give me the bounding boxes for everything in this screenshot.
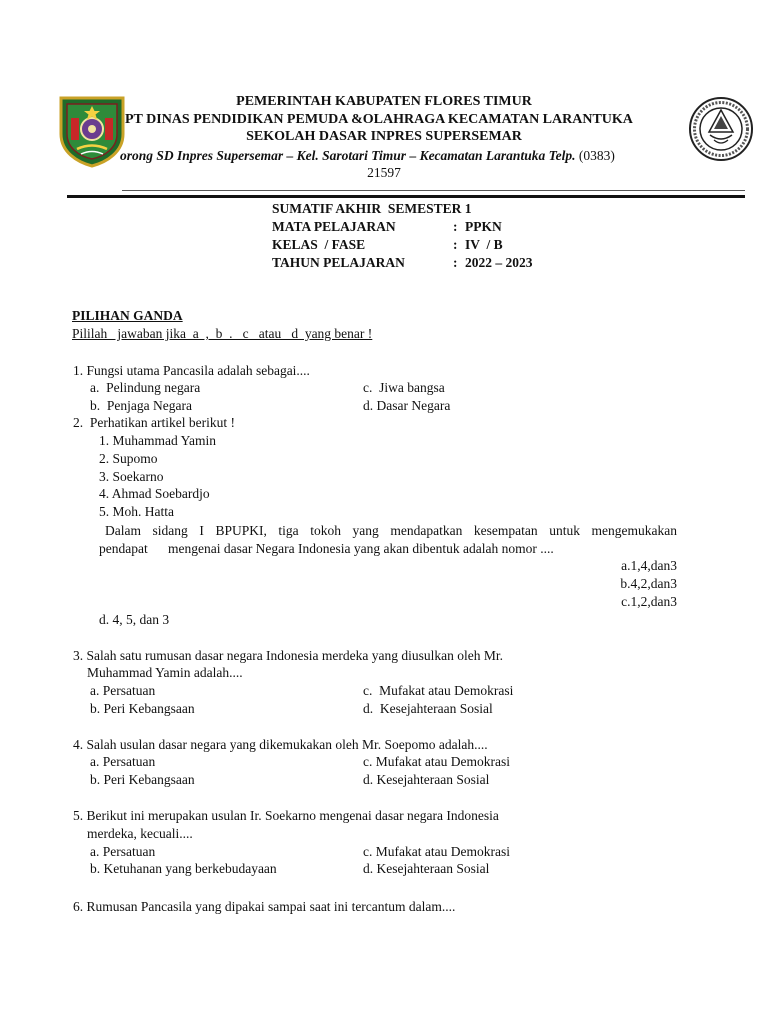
exam-subject-label: MATA PELAJARAN bbox=[272, 219, 396, 234]
section-title: PILIHAN GANDA bbox=[72, 308, 183, 323]
question-5-option-c: c. Mufakat atau Demokrasi bbox=[363, 844, 510, 859]
question-2-prompt-line-1: Dalam sidang I BPUPKI, tiga tokoh yang mendapatkan kesempatan untuk mengemukakan bbox=[105, 523, 677, 538]
exam-class-value: IV / B bbox=[465, 237, 503, 252]
phone-code: (0383) bbox=[578, 148, 615, 163]
letterhead-school: SEKOLAH DASAR INPRES SUPERSEMAR bbox=[246, 129, 522, 144]
section-instruction: Pililah jawaban jika a , b . c atau d yang benar ! bbox=[72, 326, 373, 341]
question-5-option-b: b. Ketuhanan yang berkebudayaan bbox=[90, 861, 277, 876]
exam-class-label: KELAS / FASE bbox=[272, 237, 366, 252]
question-2-prompt-line-2: pendapat mengenai dasar Negara Indonesia yang akan dibentuk adalah nomor .... bbox=[99, 541, 554, 556]
address-text: orong SD Inpres Supersemar – Kel. Sarotari Timur – Kecamatan Larantuka Telp. bbox=[120, 148, 576, 163]
question-3-option-b: b. Peri Kebangsaan bbox=[90, 701, 195, 716]
question-2-item: 5. Moh. Hatta bbox=[99, 504, 174, 519]
question-3-text: 3. Salah satu rumusan dasar negara Indonesia merdeka yang diusulkan oleh Mr. bbox=[73, 648, 504, 663]
question-3-option-c: c. Mufakat atau Demokrasi bbox=[363, 683, 514, 698]
question-2-option-b: b.4,2,dan3 bbox=[620, 576, 677, 591]
exam-year-label: TAHUN PELAJARAN bbox=[272, 255, 405, 270]
question-3-text-cont: Muhammad Yamin adalah.... bbox=[87, 665, 243, 680]
question-1-text: 1. Fungsi utama Pancasila adalah sebagai.... bbox=[73, 363, 310, 378]
letterhead-address bbox=[120, 149, 615, 163]
exam-year-value: 2022 – 2023 bbox=[465, 255, 533, 270]
letterhead-postal: 21597 bbox=[367, 165, 401, 180]
question-2-option-c: c.1,2,dan3 bbox=[621, 594, 677, 609]
exam-subject-value: PPKN bbox=[465, 219, 502, 234]
question-4-option-d: d. Kesejahteraan Sosial bbox=[363, 772, 490, 787]
exam-subject-sep: : bbox=[453, 219, 458, 234]
question-2-text: 2. Perhatikan artikel berikut ! bbox=[73, 415, 235, 430]
letterhead-thin-rule bbox=[122, 190, 745, 191]
question-4-option-b: b. Peri Kebangsaan bbox=[90, 772, 195, 787]
letterhead-thick-rule bbox=[67, 195, 745, 198]
question-1-option-c: c. Jiwa bangsa bbox=[363, 380, 445, 395]
question-1-option-a: a. Pelindung negara bbox=[90, 380, 201, 395]
question-4-text: 4. Salah usulan dasar negara yang dikemukakan oleh Mr. Soepomo adalah.... bbox=[73, 737, 488, 752]
question-4-option-a: a. Persatuan bbox=[90, 754, 156, 769]
question-2-option-a: a.1,4,dan3 bbox=[621, 558, 677, 573]
exam-class-sep: : bbox=[453, 237, 458, 252]
exam-title: SUMATIF AKHIR SEMESTER 1 bbox=[272, 201, 472, 216]
exam-year-sep: : bbox=[453, 255, 458, 270]
question-3-option-d: d. Kesejahteraan Sosial bbox=[363, 701, 493, 716]
question-5-option-d: d. Kesejahteraan Sosial bbox=[363, 861, 490, 876]
question-1-option-d: d. Dasar Negara bbox=[363, 398, 451, 413]
question-6-text: 6. Rumusan Pancasila yang dipakai sampai saat ini tercantum dalam.... bbox=[73, 899, 456, 914]
question-5-option-a: a. Persatuan bbox=[90, 844, 156, 859]
question-4-option-c: c. Mufakat atau Demokrasi bbox=[363, 754, 510, 769]
question-5-text-cont: merdeka, kecuali.... bbox=[87, 826, 193, 841]
question-5-text: 5. Berikut ini merupakan usulan Ir. Soekarno mengenai dasar negara Indonesia bbox=[73, 808, 499, 823]
question-2-option-d: d. 4, 5, dan 3 bbox=[99, 612, 170, 627]
question-2-item: 3. Soekarno bbox=[99, 469, 164, 484]
letterhead-government: PEMERINTAH KABUPATEN FLORES TIMUR bbox=[236, 94, 532, 109]
question-2-item: 2. Supomo bbox=[99, 451, 158, 466]
question-2-item: 1. Muhammad Yamin bbox=[99, 433, 217, 448]
question-2-item: 4. Ahmad Soebardjo bbox=[99, 486, 210, 501]
letterhead-agency: PT DINAS PENDIDIKAN PEMUDA &OLAHRAGA KECAMATAN LARANTUKA bbox=[125, 112, 633, 127]
question-1-option-b: b. Penjaga Negara bbox=[90, 398, 192, 413]
question-3-option-a: a. Persatuan bbox=[90, 683, 156, 698]
